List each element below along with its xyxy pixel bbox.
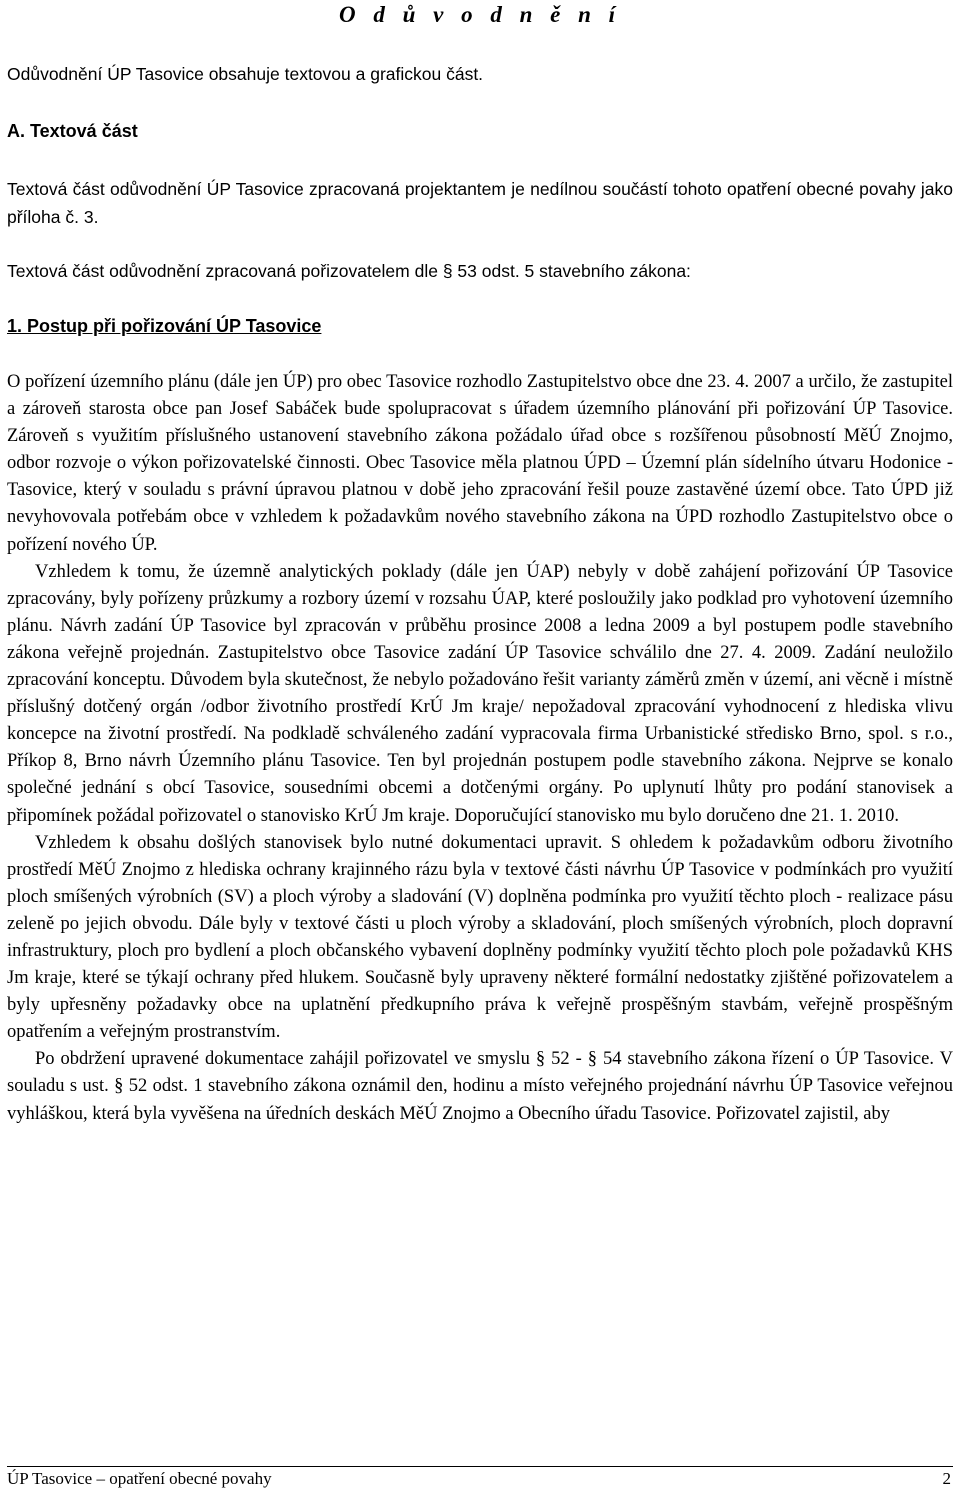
paragraph-porizovatel: Textová část odůvodnění zpracovaná pořizovatelem dle § 53 odst. 5 stavebního zákona: <box>7 261 691 281</box>
body-paragraph-1: O pořízení územního plánu (dále jen ÚP) pro obec Tasovice rozhodlo Zastupitelstvo obce dne 23. 4. 2007 a určilo, že zastupitel a zároveň starosta obce pan Josef Sabáček bude spolupracovat s úřadem územního plánování při pořizování ÚP Tasovice. Zároveň s využitím příslušného ustanovení stavebního zákona požádalo úřad obce s rozšířenou působností MěÚ Znojmo, odbor rozvoje o výkon pořizovatelské činnosti. Obec Tasovice měla platnou ÚPD – Územní plán sídelního útvaru Hodonice - Tasovice, který v souladu s právní úpravou platnou v době jeho zpracování řešil pouze zastavěné území obce. Tato ÚPD již nevyhovovala potřebám obce v vzhledem k požadavkům nového stavebního zákona na ÚPD rozhodlo Zastupitelstvo obce o pořízení nového ÚP. <box>7 372 953 555</box>
document-page <box>7 0 953 1491</box>
intro-text: Odůvodnění ÚP Tasovice obsahuje textovou a grafickou část. <box>7 64 484 84</box>
section-heading-a: A. Textová část <box>7 121 138 141</box>
body-paragraph-3: Vzhledem k obsahu došlých stanovisek bylo nutné dokumentaci upravit. S ohledem k požadavkům odboru životního prostředí MěÚ Znojmo z hlediska ochrany krajinného rázu byla v textové části návrhu ÚP Tasovice v podmínkách pro využití ploch smíšených výrobních (SV) a ploch výroby a sladování (V) doplněna podmínka pro využití těchto ploch - realizace pásu zeleně po jejich obvodu. Dále byly v textové části u ploch výroby a skladování, ploch smíšených výrobních, ploch dopravní infrastruktury, ploch pro bydlení a ploch občanského vybavení doplněny podmínky využití těchto ploch pole požadavků KHS Jm kraje, které se týkají ochrany před hlukem. Současně byly upraveny některé formální nedostatky zjištěné pořizovatelem a byly upřesněny požadavky obce na uplatnění předkupního práva k veřejně prospěšným stavbám, veřejně prospěšným opatřením a veřejným prostranstvím. <box>7 832 953 1043</box>
body-paragraph-2: Vzhledem k tomu, že územně analytických poklady (dále jen ÚAP) nebyly v době zahájení pořizování ÚP Tasovice zpracovány, byly pořízeny průzkumy a rozbory území v rozsahu ÚAP, které posloužily jako podklad pro vyhotovení územního plánu. Návrh zadání ÚP Tasovice byl zpracován v průběhu prosince 2008 a ledna 2009 a byl postupem podle stavebního zákona veřejně projednán. Zastupitelstvo obce Tasovice zadání ÚP Tasovice schválilo dne 27. 4. 2009. Zadání neuložilo zpracování konceptu. Důvodem byla skutečnost, že nebylo požadováno řešit varianty záměrů změn v území, ani věcně i místně příslušný dotčený orgán /odbor životního prostředí KrÚ Jm kraje/ nepožadoval zpracování vyhodnocení z hlediska vlivu koncepce na životní prostředí. Na podkladě schváleného zadání vypracovala firma Urbanistické středisko Brno, spol. s r.o., Příkop 8, Brno návrh Územního plánu Tasovice. Ten byl projednán postupem podle stavebního zákona. Nejprve se konalo společné jednání s obcí Tasovice, sousedními obcemi a dotčenými orgány. Po uplynutí lhůty pro podání stanovisek a připomínek požádal pořizovatel o stanovisko KrÚ Jm kraje. Doporučující stanovisko mu bylo doručeno dne 21. 1. 2010. <box>7 561 953 826</box>
section-heading-1: 1. Postup při pořizování ÚP Tasovice <box>7 316 322 336</box>
paragraph-textova-cast: Textová část odůvodnění ÚP Tasovice zpracovaná projektantem je nedílnou součástí tohoto opatření obecné povahy jako příloha č. 3. <box>7 179 953 227</box>
page-number: 2 <box>942 1469 951 1488</box>
body-text <box>7 369 953 1128</box>
footer-divider <box>7 1466 953 1467</box>
body-paragraph-4: Po obdržení upravené dokumentace zahájil pořizovatel ve smyslu § 52 - § 54 stavebního zákona řízení o ÚP Tasovice. V souladu s ust. § 52 odst. 1 stavebního zákona oznámil den, hodinu a místo veřejného projednání návrhu ÚP Tasovice veřejnou vyhláškou, která byla vyvěšena na úředních deskách MěÚ Znojmo a Obecního úřadu Tasovice. Pořizovatel zajistil, aby <box>7 1049 953 1124</box>
footer-text: ÚP Tasovice – opatření obecné povahy <box>7 1469 272 1488</box>
document-title: O d ů v o d n ě n í <box>338 2 622 27</box>
